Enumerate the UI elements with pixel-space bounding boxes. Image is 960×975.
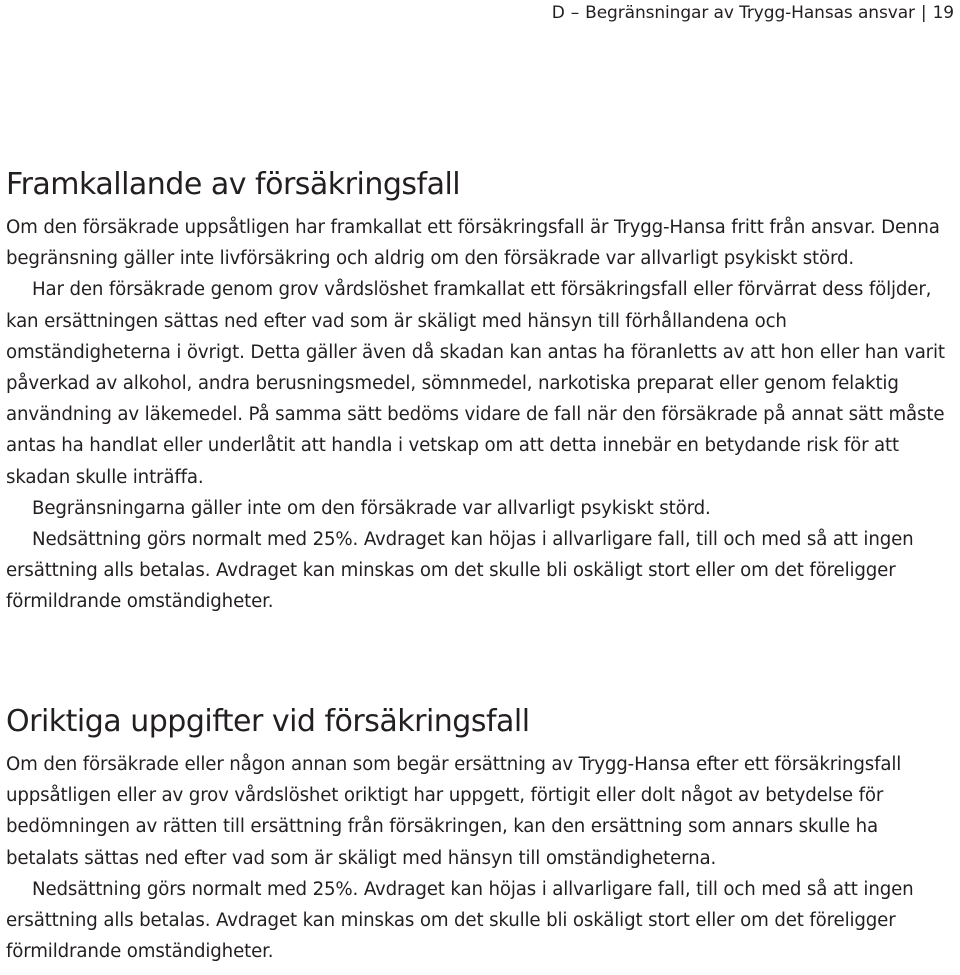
section-framkallande — [6, 165, 956, 618]
header-separator: – — [570, 3, 580, 23]
section-oriktiga-uppgifter — [6, 702, 956, 967]
header-section-letter: D — [551, 3, 565, 23]
header-divider: | — [920, 3, 927, 23]
paragraph: Nedsättning görs normalt med 25%. Avdraget kan höjas i allvarligare fall, till och med så att ingen ersättning alls betalas. Avdraget kan minskas om det skulle bli oskäligt stort eller om det föreligger förmildrande omständigheter. — [6, 878, 914, 963]
page-number: 19 — [932, 3, 954, 23]
header-chapter-title: Begränsningar av Trygg-Hansas ansvar — [585, 3, 915, 23]
paragraph: Begränsningarna gäller inte om den försäkrade var allvarligt psykiskt störd. — [32, 497, 711, 519]
paragraph: Om den försäkrade eller någon annan som begär ersättning av Trygg-Hansa efter ett försäkringsfall uppsåtligen eller av grov vårdslöshet oriktigt har uppgett, förtigit eller dolt något av betydelse för bedömningen av rätten till ersättning från försäkringen, kan den ersättning som annars skulle ha betalats sättas ned efter vad som är skäligt med hänsyn till omständigheterna. — [6, 754, 902, 869]
section-heading: Oriktiga uppgifter vid försäkringsfall — [6, 704, 530, 739]
paragraph: Om den försäkrade uppsåtligen har framkallat ett försäkringsfall är Trygg-Hansa fritt från ansvar. Denna begränsning gäller inte livförsäkring och aldrig om den försäkrade var allvarligt psykiskt störd. — [6, 217, 940, 270]
running-header — [552, 2, 954, 24]
paragraph: Nedsättning görs normalt med 25%. Avdraget kan höjas i allvarligare fall, till och med så att ingen ersättning alls betalas. Avdraget kan minskas om det skulle bli oskäligt stort eller om det föreligger förmildrande omständigheter. — [6, 529, 914, 613]
paragraph: Har den försäkrade genom grov vårdslöshet framkallat ett försäkringsfall eller förvärrat dess följder, kan ersättningen sättas ned efter vad som är skäligt med hänsyn till förhållandena och omständigheterna i övrigt. Detta gäller även då skadan kan antas ha föranletts av att hon eller han varit påverkad av alkohol, andra berusningsmedel, sömnmedel, narkotiska preparat eller genom felaktig användning av läkemedel. På samma sätt bedöms vidare de fall när den försäkrade på annat sätt måste antas ha handlat eller underlåtit att handla i vetskap om att detta innebär en betydande risk för att skadan skulle inträffa. — [6, 279, 945, 488]
section-heading: Framkallande av försäkringsfall — [6, 167, 461, 202]
